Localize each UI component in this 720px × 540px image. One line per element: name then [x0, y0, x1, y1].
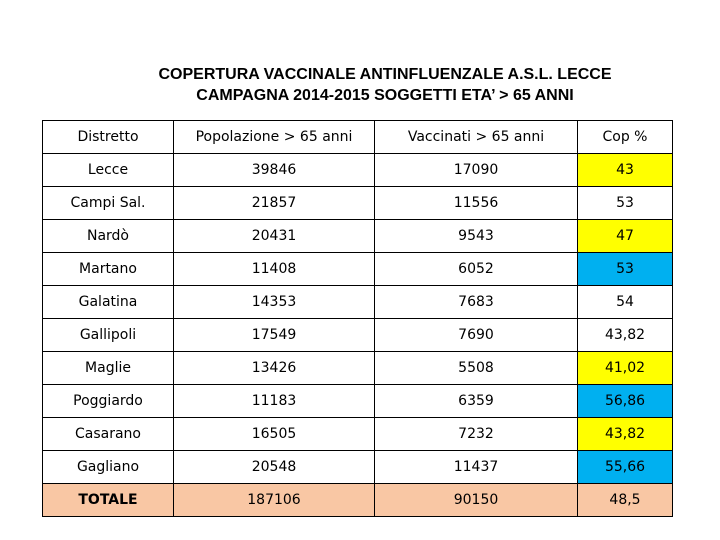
title-line-2: CAMPAGNA 2014-2015 SOGGETTI ETA’ > 65 ANNI: [196, 87, 574, 104]
vaccinated-cell: 7683: [375, 286, 578, 319]
coverage-cell: 43: [578, 154, 673, 187]
district-cell: Poggiardo: [43, 385, 174, 418]
vaccinated-cell: 6359: [375, 385, 578, 418]
coverage-cell: 55,66: [578, 451, 673, 484]
district-cell: Gallipoli: [43, 319, 174, 352]
district-cell: Gagliano: [43, 451, 174, 484]
district-cell: Campi Sal.: [43, 187, 174, 220]
district-cell: Lecce: [43, 154, 174, 187]
coverage-cell: 43,82: [578, 418, 673, 451]
table-row: [43, 352, 673, 385]
vaccinated-cell: 5508: [375, 352, 578, 385]
district-cell: Casarano: [43, 418, 174, 451]
coverage-cell: 56,86: [578, 385, 673, 418]
population-cell: 14353: [174, 286, 375, 319]
district-cell: Galatina: [43, 286, 174, 319]
vaccinated-cell: 6052: [375, 253, 578, 286]
table-row: [43, 319, 673, 352]
table-row: [43, 154, 673, 187]
coverage-table: [42, 120, 673, 517]
table-row: [43, 220, 673, 253]
population-cell: 11183: [174, 385, 375, 418]
coverage-cell: 53: [578, 253, 673, 286]
district-cell: Martano: [43, 253, 174, 286]
vaccinated-cell: 11556: [375, 187, 578, 220]
total-coverage: 48,5: [578, 484, 673, 517]
page-title: [0, 64, 720, 106]
population-cell: 20548: [174, 451, 375, 484]
population-cell: 11408: [174, 253, 375, 286]
table-row: [43, 253, 673, 286]
population-cell: 13426: [174, 352, 375, 385]
table-row: [43, 286, 673, 319]
population-cell: 39846: [174, 154, 375, 187]
vaccinated-cell: 17090: [375, 154, 578, 187]
total-population: 187106: [174, 484, 375, 517]
total-vaccinated: 90150: [375, 484, 578, 517]
total-row: [43, 484, 673, 517]
vaccinated-cell: 11437: [375, 451, 578, 484]
header-district: Distretto: [43, 121, 174, 154]
coverage-cell: 43,82: [578, 319, 673, 352]
header-population: Popolazione > 65 anni: [174, 121, 375, 154]
header-vaccinated: Vaccinati > 65 anni: [375, 121, 578, 154]
title-line-1: COPERTURA VACCINALE ANTINFLUENZALE A.S.L. LECCE: [158, 66, 612, 83]
population-cell: 20431: [174, 220, 375, 253]
table-row: [43, 418, 673, 451]
population-cell: 17549: [174, 319, 375, 352]
district-cell: Nardò: [43, 220, 174, 253]
table-row: [43, 187, 673, 220]
vaccinated-cell: 9543: [375, 220, 578, 253]
coverage-cell: 41,02: [578, 352, 673, 385]
coverage-cell: 53: [578, 187, 673, 220]
table-row: [43, 385, 673, 418]
district-cell: Maglie: [43, 352, 174, 385]
coverage-cell: 47: [578, 220, 673, 253]
header-coverage: Cop %: [578, 121, 673, 154]
population-cell: 21857: [174, 187, 375, 220]
table-header-row: [43, 121, 673, 154]
vaccinated-cell: 7232: [375, 418, 578, 451]
coverage-cell: 54: [578, 286, 673, 319]
population-cell: 16505: [174, 418, 375, 451]
vaccinated-cell: 7690: [375, 319, 578, 352]
table-row: [43, 451, 673, 484]
total-label: TOTALE: [43, 484, 174, 517]
